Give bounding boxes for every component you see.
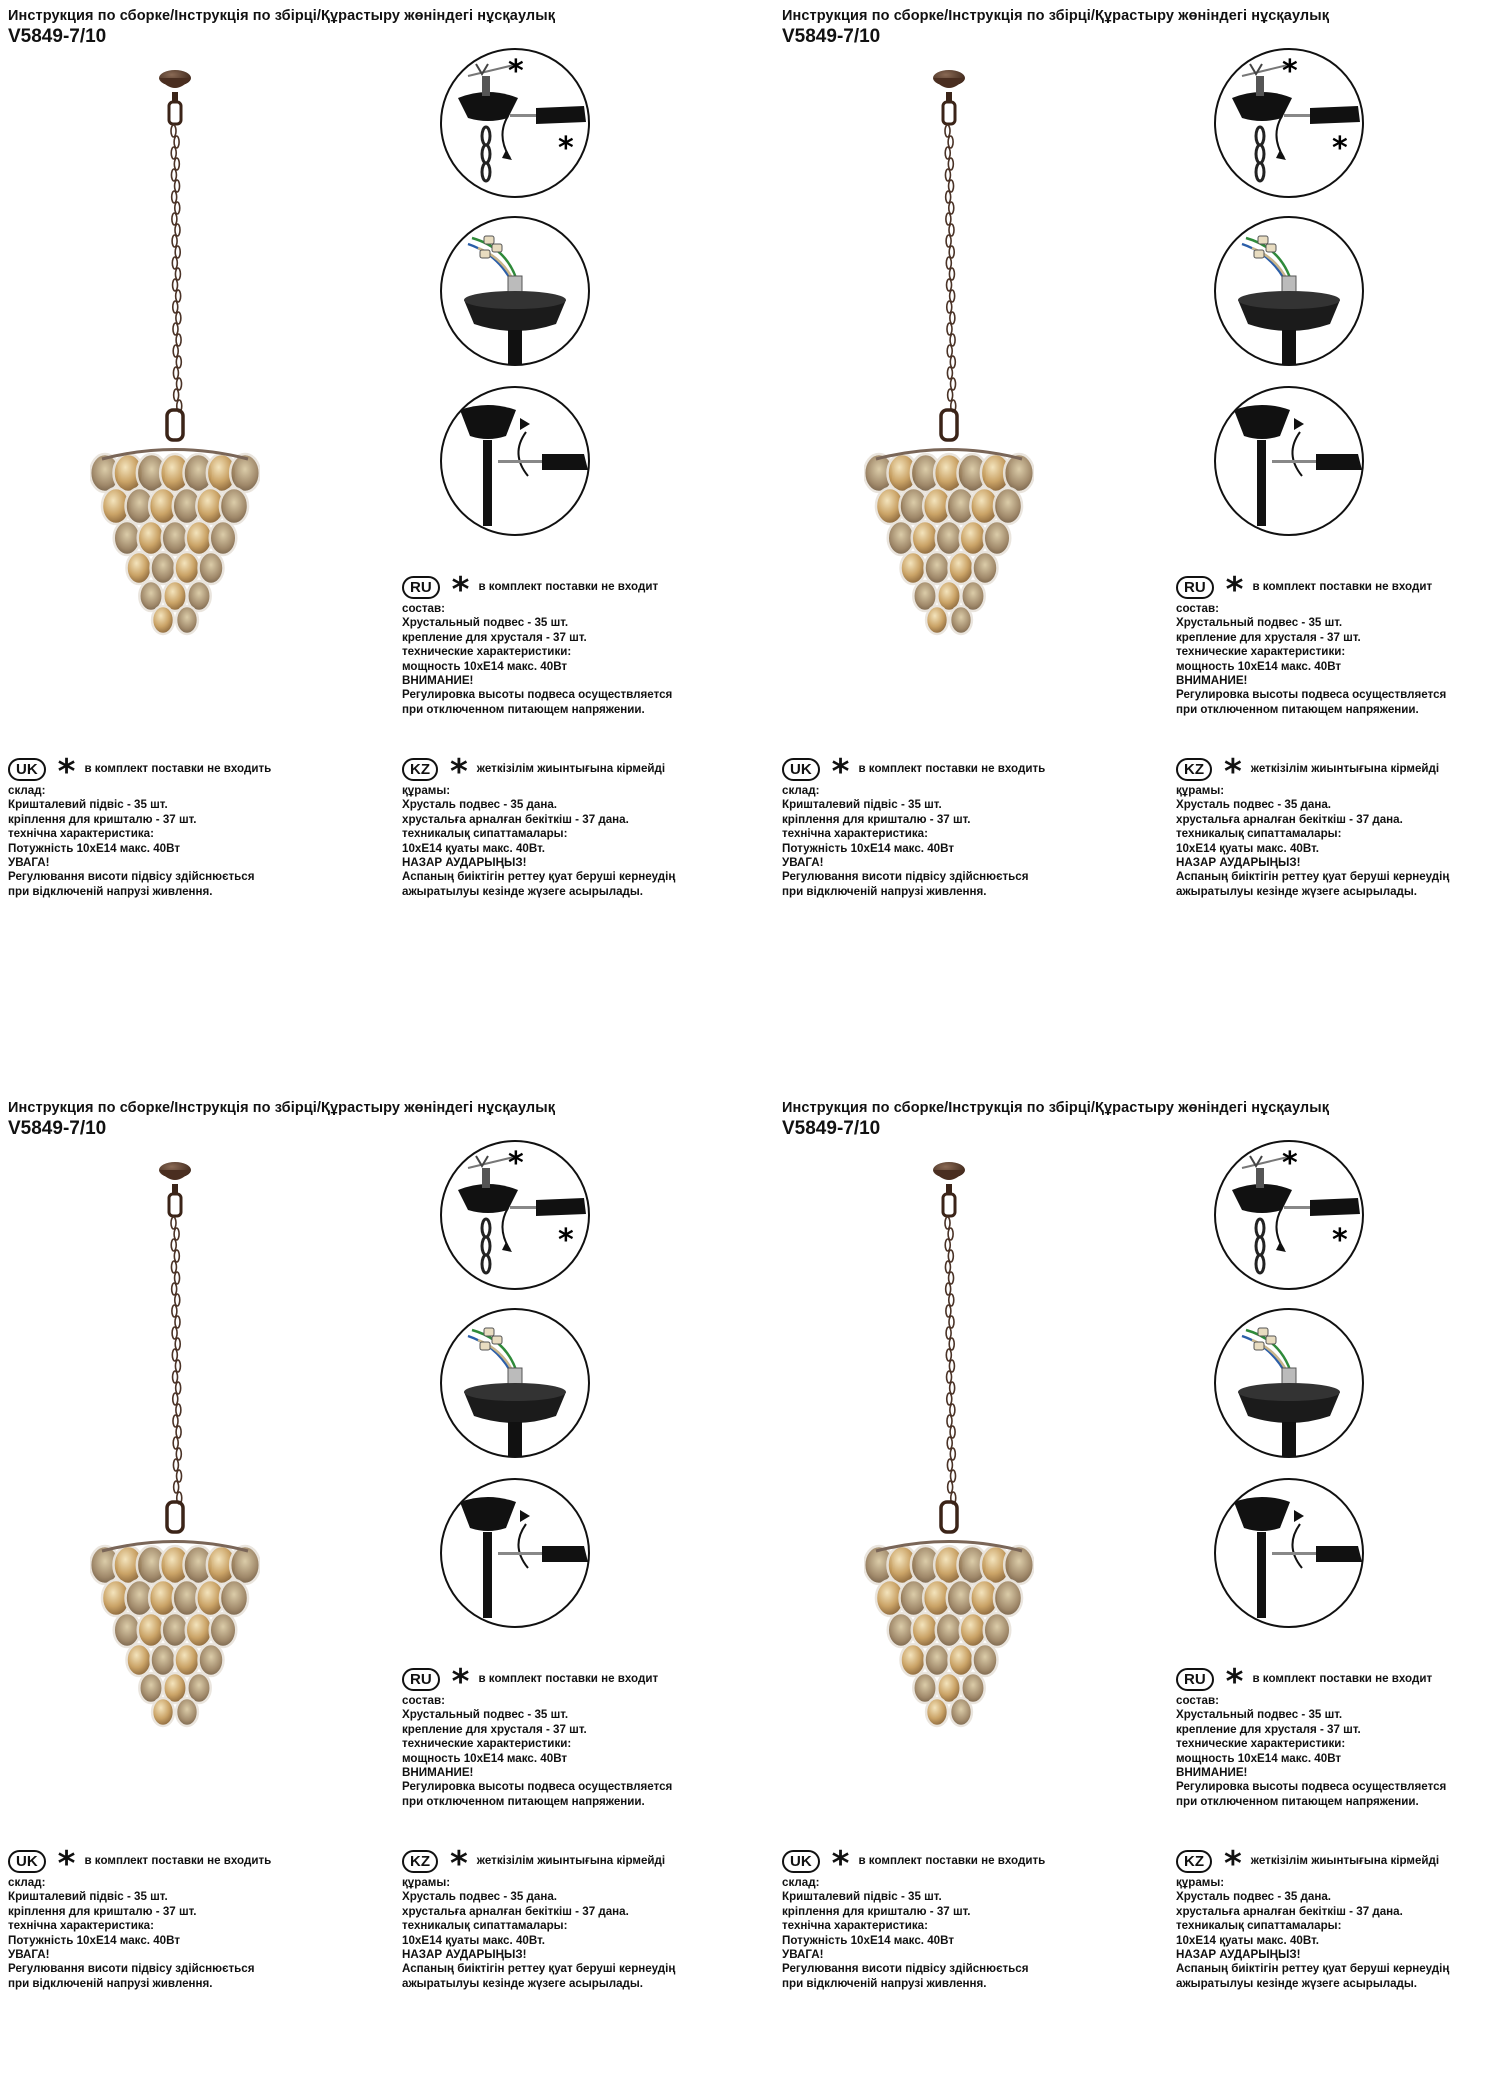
text-line: крепление для хрусталя - 37 шт. xyxy=(1176,630,1361,644)
not-included-note: в комплект поставки не входит xyxy=(1252,579,1433,593)
asterisk-icon: * xyxy=(1224,1844,1242,1884)
svg-text:*: * xyxy=(1282,1146,1298,1181)
text-line: 10xE14 қуаты макс. 40Вт. xyxy=(402,1933,545,1947)
uk-instructions xyxy=(8,752,272,899)
asterisk-icon: * xyxy=(831,752,850,792)
instruction-sheet xyxy=(774,0,1492,1000)
model-number: V5849-7/10 xyxy=(782,26,881,47)
not-included-note: жеткізілім жиынтығына кірмейді xyxy=(1250,761,1440,775)
asterisk-icon: * xyxy=(451,570,470,610)
text-line: технические характеристики: xyxy=(1176,645,1346,659)
text-line: ВНИМАНИЕ! xyxy=(1176,1766,1248,1780)
lang-badge-kz: KZ xyxy=(402,1850,438,1873)
uk-instructions xyxy=(782,752,1046,899)
text-line: технічна характеристика: xyxy=(782,827,928,841)
text-line: ажыратылуы кезінде жүзеге асырылады. xyxy=(402,1976,644,1990)
text-line: при отключенном питающем напряжении. xyxy=(1176,702,1419,716)
text-line: ажыратылуы кезінде жүзеге асырылады. xyxy=(402,884,644,898)
text-line: Кришталевий підвіс - 35 шт. xyxy=(782,1890,942,1904)
lang-badge-uk: UK xyxy=(8,758,46,781)
lang-badge-ru: RU xyxy=(402,1668,440,1691)
uk-instructions xyxy=(8,1844,272,1991)
text-line: при відключеній напрузі живлення. xyxy=(8,1976,213,1990)
text-line: при отключенном питающем напряжении. xyxy=(402,702,645,716)
step1-ceiling-mount-icon xyxy=(438,1138,592,1292)
text-line: Регулювання висоти підвісу здійснюється xyxy=(782,1962,1029,1976)
text-line: 10xE14 қуаты макс. 40Вт. xyxy=(1176,1933,1319,1947)
text-line: техникалық сипаттамалары: xyxy=(402,1919,568,1933)
lang-badge-ru: RU xyxy=(402,576,440,599)
text-line: мощность 10xE14 макс. 40Вт xyxy=(402,1751,568,1765)
text-line: технические характеристики: xyxy=(402,1737,572,1751)
sheet-title: Инструкция по сборке/Інструкція по збірці/Құрастыру жөніндегі нұсқаулық xyxy=(8,1100,556,1116)
ru-instructions xyxy=(1176,1662,1447,1809)
text-line: хрустальға арналған бекіткіш - 37 дана. xyxy=(402,1904,629,1918)
not-included-note: в комплект поставки не входить xyxy=(84,761,272,775)
text-line: Регулювання висоти підвісу здійснюється xyxy=(8,870,255,884)
not-included-note: в комплект поставки не входить xyxy=(858,1853,1046,1867)
sheet-title: Инструкция по сборке/Інструкція по збірці/Құрастыру жөніндегі нұсқаулық xyxy=(782,1100,1330,1116)
text-line: УВАГА! xyxy=(8,856,50,870)
text-line: 10xE14 қуаты макс. 40Вт. xyxy=(1176,841,1319,855)
text-line: состав: xyxy=(402,602,445,615)
asterisk-icon: * xyxy=(451,1662,470,1702)
text-line: Регулировка высоты подвеса осуществляется xyxy=(1176,688,1447,702)
ru-instructions xyxy=(1176,570,1447,717)
asterisk-icon: * xyxy=(450,752,468,792)
text-line: Аспаның биіктігін реттеу қуат беруші кернеудің xyxy=(402,1962,676,1976)
text-line: Регулировка высоты подвеса осуществляется xyxy=(402,688,673,702)
text-line: склад: xyxy=(782,784,820,797)
not-included-note: в комплект поставки не входит xyxy=(1252,1671,1433,1685)
text-line: Аспаның биіктігін реттеу қуат беруші кернеудің xyxy=(402,870,676,884)
asterisk-icon: * xyxy=(1224,752,1242,792)
text-line: НАЗАР АУДАРЫҢЫЗ! xyxy=(1176,1948,1301,1962)
text-line: Хрустальный подвес - 35 шт. xyxy=(402,1708,569,1722)
step1-ceiling-mount-icon xyxy=(438,46,592,200)
step2-wiring-icon xyxy=(1212,214,1366,368)
lang-badge-ru: RU xyxy=(1176,1668,1214,1691)
svg-text:*: * xyxy=(558,1223,574,1258)
text-line: кріплення для кришталю - 37 шт. xyxy=(8,1904,197,1918)
step3-canopy-screw-icon xyxy=(438,384,592,538)
sheet-title: Инструкция по сборке/Інструкція по збірці/Құрастыру жөніндегі нұсқаулық xyxy=(8,8,556,24)
text-line: ВНИМАНИЕ! xyxy=(402,1766,474,1780)
ru-instructions xyxy=(402,1662,673,1809)
lang-badge-uk: UK xyxy=(782,1850,820,1873)
text-line: құрамы: xyxy=(402,1876,451,1889)
step1-ceiling-mount-icon xyxy=(1212,46,1366,200)
text-line: крепление для хрусталя - 37 шт. xyxy=(1176,1722,1361,1736)
asterisk-icon: * xyxy=(57,752,76,792)
text-line: Кришталевий підвіс - 35 шт. xyxy=(8,798,168,812)
kz-instructions xyxy=(402,752,676,899)
text-line: Аспаның биіктігін реттеу қуат беруші кернеудің xyxy=(1176,870,1450,884)
text-line: ВНИМАНИЕ! xyxy=(1176,674,1248,688)
text-line: состав: xyxy=(402,1694,445,1707)
text-line: Кришталевий підвіс - 35 шт. xyxy=(782,798,942,812)
svg-text:*: * xyxy=(558,131,574,166)
chandelier-illustration xyxy=(864,68,1034,748)
text-line: Аспаның биіктігін реттеу қуат беруші кернеудің xyxy=(1176,1962,1450,1976)
text-line: техникалық сипаттамалары: xyxy=(402,827,568,841)
text-line: кріплення для кришталю - 37 шт. xyxy=(8,812,197,826)
text-line: УВАГА! xyxy=(782,1948,824,1962)
text-line: хрустальға арналған бекіткіш - 37 дана. xyxy=(1176,812,1403,826)
not-included-note: жеткізілім жиынтығына кірмейді xyxy=(1250,1853,1440,1867)
asterisk-icon: * xyxy=(1225,1662,1244,1702)
text-line: хрустальға арналған бекіткіш - 37 дана. xyxy=(1176,1904,1403,1918)
not-included-note: в комплект поставки не входит xyxy=(478,579,659,593)
text-line: Хрусталь подвес - 35 дана. xyxy=(402,798,558,812)
text-line: Регулировка высоты подвеса осуществляется xyxy=(1176,1780,1447,1794)
text-line: Регулювання висоти підвісу здійснюється xyxy=(782,870,1029,884)
kz-instructions xyxy=(402,1844,676,1991)
text-line: НАЗАР АУДАРЫҢЫЗ! xyxy=(1176,856,1301,870)
kz-instructions xyxy=(1176,1844,1450,1991)
step3-canopy-screw-icon xyxy=(1212,384,1366,538)
lang-badge-uk: UK xyxy=(8,1850,46,1873)
text-line: НАЗАР АУДАРЫҢЫЗ! xyxy=(402,1948,527,1962)
text-line: крепление для хрусталя - 37 шт. xyxy=(402,630,587,644)
text-line: склад: xyxy=(8,784,46,797)
step2-wiring-icon xyxy=(438,214,592,368)
text-line: техникалық сипаттамалары: xyxy=(1176,1919,1342,1933)
text-line: кріплення для кришталю - 37 шт. xyxy=(782,812,971,826)
text-line: технические характеристики: xyxy=(402,645,572,659)
text-line: склад: xyxy=(782,1876,820,1889)
sheet-title: Инструкция по сборке/Інструкція по збірці/Құрастыру жөніндегі нұсқаулық xyxy=(782,8,1330,24)
model-number: V5849-7/10 xyxy=(8,1118,107,1139)
svg-text:*: * xyxy=(1332,131,1348,166)
step2-wiring-icon xyxy=(1212,1306,1366,1460)
lang-badge-ru: RU xyxy=(1176,576,1214,599)
lang-badge-kz: KZ xyxy=(402,758,438,781)
uk-instructions xyxy=(782,1844,1046,1991)
text-line: ажыратылуы кезінде жүзеге асырылады. xyxy=(1176,884,1418,898)
text-line: техникалық сипаттамалары: xyxy=(1176,827,1342,841)
instruction-sheet xyxy=(0,1092,746,2092)
text-line: 10xE14 қуаты макс. 40Вт. xyxy=(402,841,545,855)
text-line: Кришталевий підвіс - 35 шт. xyxy=(8,1890,168,1904)
text-line: технічна характеристика: xyxy=(782,1919,928,1933)
ru-instructions xyxy=(402,570,673,717)
not-included-note: жеткізілім жиынтығына кірмейді xyxy=(476,761,666,775)
text-line: крепление для хрусталя - 37 шт. xyxy=(402,1722,587,1736)
text-line: при відключеній напрузі живлення. xyxy=(8,884,213,898)
text-line: Хрусталь подвес - 35 дана. xyxy=(402,1890,558,1904)
text-line: УВАГА! xyxy=(8,1948,50,1962)
text-line: технічна характеристика: xyxy=(8,1919,154,1933)
text-line: хрустальға арналған бекіткіш - 37 дана. xyxy=(402,812,629,826)
text-line: Регулировка высоты подвеса осуществляется xyxy=(402,1780,673,1794)
text-line: технические характеристики: xyxy=(1176,1737,1346,1751)
instruction-sheet xyxy=(774,1092,1492,2092)
text-line: Хрусталь подвес - 35 дана. xyxy=(1176,1890,1332,1904)
svg-text:*: * xyxy=(508,1146,524,1181)
text-line: Хрусталь подвес - 35 дана. xyxy=(1176,798,1332,812)
asterisk-icon: * xyxy=(57,1844,76,1884)
lang-badge-uk: UK xyxy=(782,758,820,781)
not-included-note: жеткізілім жиынтығына кірмейді xyxy=(476,1853,666,1867)
text-line: мощность 10xE14 макс. 40Вт xyxy=(402,659,568,673)
text-line: при відключеній напрузі живлення. xyxy=(782,1976,987,1990)
text-line: состав: xyxy=(1176,1694,1219,1707)
model-number: V5849-7/10 xyxy=(8,26,107,47)
text-line: при отключенном питающем напряжении. xyxy=(1176,1794,1419,1808)
chandelier-illustration xyxy=(864,1160,1034,1840)
text-line: при відключеній напрузі живлення. xyxy=(782,884,987,898)
not-included-note: в комплект поставки не входит xyxy=(478,1671,659,1685)
step3-canopy-screw-icon xyxy=(438,1476,592,1630)
step2-wiring-icon xyxy=(438,1306,592,1460)
text-line: Хрустальный подвес - 35 шт. xyxy=(402,616,569,630)
step1-ceiling-mount-icon xyxy=(1212,1138,1366,1292)
text-line: состав: xyxy=(1176,602,1219,615)
asterisk-icon: * xyxy=(1225,570,1244,610)
text-line: Потужність 10xE14 макс. 40Вт xyxy=(782,1933,954,1947)
svg-text:*: * xyxy=(508,54,524,89)
text-line: технічна характеристика: xyxy=(8,827,154,841)
text-line: мощность 10xE14 макс. 40Вт xyxy=(1176,659,1342,673)
text-line: НАЗАР АУДАРЫҢЫЗ! xyxy=(402,856,527,870)
svg-text:*: * xyxy=(1332,1223,1348,1258)
chandelier-illustration xyxy=(90,1160,260,1840)
text-line: УВАГА! xyxy=(782,856,824,870)
text-line: құрамы: xyxy=(1176,1876,1225,1889)
text-line: ажыратылуы кезінде жүзеге асырылады. xyxy=(1176,1976,1418,1990)
text-line: склад: xyxy=(8,1876,46,1889)
lang-badge-kz: KZ xyxy=(1176,758,1212,781)
text-line: кріплення для кришталю - 37 шт. xyxy=(782,1904,971,1918)
text-line: Потужність 10xE14 макс. 40Вт xyxy=(8,1933,180,1947)
text-line: мощность 10xE14 макс. 40Вт xyxy=(1176,1751,1342,1765)
text-line: Потужність 10xE14 макс. 40Вт xyxy=(8,841,180,855)
text-line: Хрустальный подвес - 35 шт. xyxy=(1176,1708,1343,1722)
asterisk-icon: * xyxy=(831,1844,850,1884)
chandelier-illustration xyxy=(90,68,260,748)
text-line: при отключенном питающем напряжении. xyxy=(402,1794,645,1808)
text-line: Регулювання висоти підвісу здійснюється xyxy=(8,1962,255,1976)
not-included-note: в комплект поставки не входить xyxy=(858,761,1046,775)
step3-canopy-screw-icon xyxy=(1212,1476,1366,1630)
svg-text:*: * xyxy=(1282,54,1298,89)
model-number: V5849-7/10 xyxy=(782,1118,881,1139)
lang-badge-kz: KZ xyxy=(1176,1850,1212,1873)
instruction-sheet xyxy=(0,0,746,1000)
not-included-note: в комплект поставки не входить xyxy=(84,1853,272,1867)
text-line: Хрустальный подвес - 35 шт. xyxy=(1176,616,1343,630)
text-line: ВНИМАНИЕ! xyxy=(402,674,474,688)
kz-instructions xyxy=(1176,752,1450,899)
text-line: құрамы: xyxy=(1176,784,1225,797)
text-line: Потужність 10xE14 макс. 40Вт xyxy=(782,841,954,855)
asterisk-icon: * xyxy=(450,1844,468,1884)
text-line: құрамы: xyxy=(402,784,451,797)
